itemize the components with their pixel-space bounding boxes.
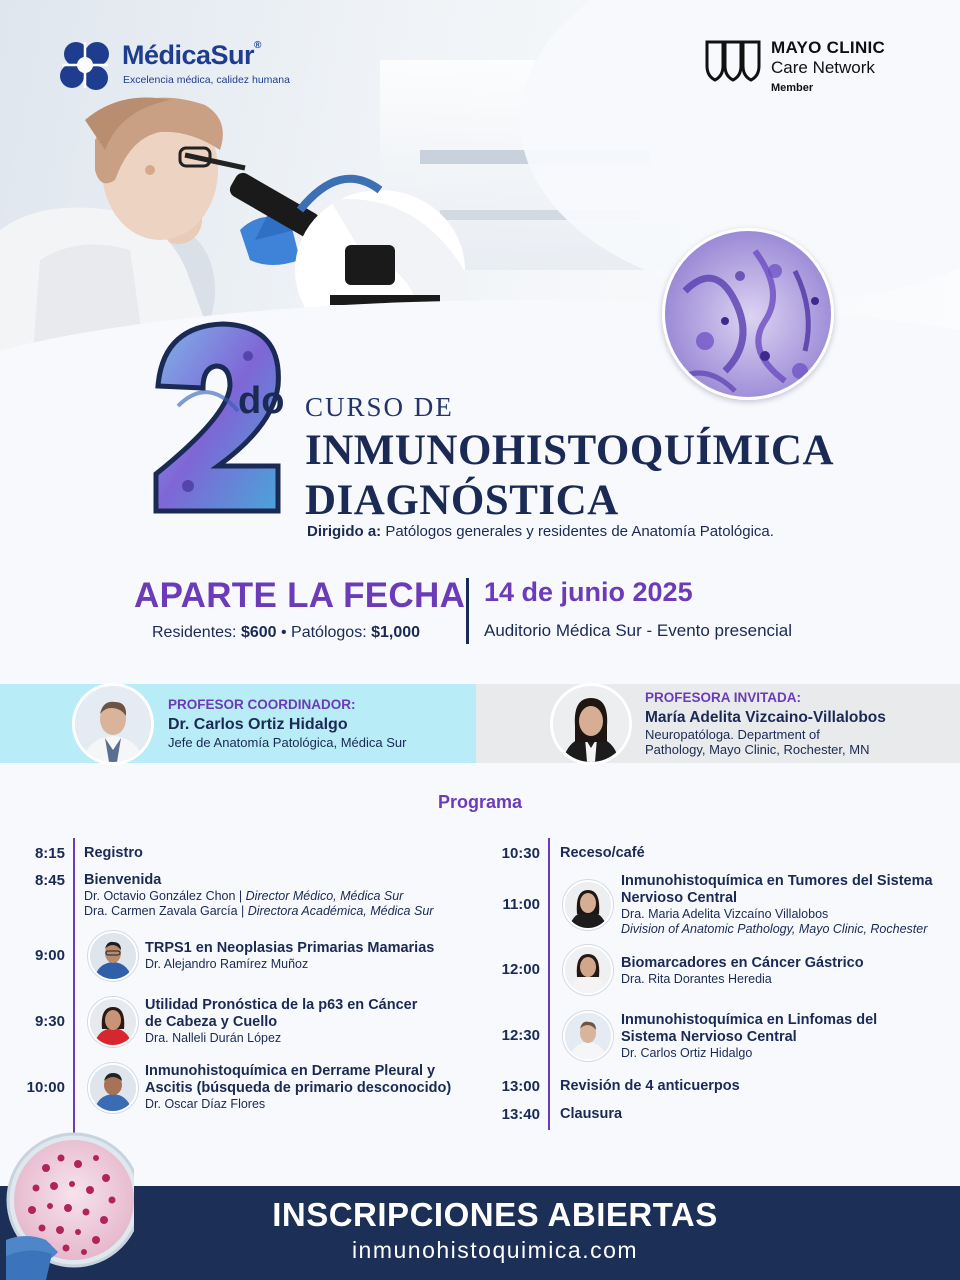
schedule-time: 9:00 <box>34 947 65 964</box>
guest-avatar <box>550 683 632 765</box>
schedule-time: 11:00 <box>502 896 540 913</box>
registration-heading: INSCRIPCIONES ABIERTAS <box>272 1196 718 1233</box>
schedule-item: Receso/café <box>560 845 645 861</box>
timeline-right <box>548 838 550 1130</box>
schedule-item: Inmunohistoquímica en Derrame Pleural y Ascitis (búsqueda de primario desconocido) Dr. Oscar Díaz Flores <box>145 1063 452 1111</box>
speaker-avatar <box>563 945 613 995</box>
schedule-item: Registro <box>84 845 143 861</box>
medicasur-logo <box>58 38 298 92</box>
schedule-time: 12:30 <box>501 1027 540 1044</box>
schedule-item: Utilidad Pronóstica de la p63 en Cáncer de Cabeza y Cuello Dra. Nalleli Durán López <box>145 997 418 1045</box>
course-prefix: CURSO DE <box>305 392 454 422</box>
schedule-item: Revisión de 4 anticuerpos <box>560 1078 740 1094</box>
guest-role: Neuropatóloga. Department of <box>645 727 820 742</box>
event-date: 14 de junio 2025 <box>484 577 693 607</box>
guest-name: María Adelita Vizcaino-Villalobos <box>645 709 886 726</box>
event-venue: Auditorio Médica Sur - Evento presencial <box>484 621 793 640</box>
course-title-line1: INMUNOHISTOQUÍMICA <box>305 427 835 474</box>
audience-text: Dirigido a: Patólogos generales y residentes de Anatomía Patológica. <box>307 523 774 540</box>
speaker-avatar <box>563 1011 613 1061</box>
schedule-item: Clausura <box>560 1106 623 1122</box>
coordinator-role: Jefe de Anatomía Patológica, Médica Sur <box>168 735 407 750</box>
schedule-item: TRPS1 en Neoplasias Primarias Mamarias Dr. Alejandro Ramírez Muñoz <box>145 940 435 971</box>
schedule-time: 10:30 <box>501 845 540 862</box>
schedule-time: 8:45 <box>34 872 65 889</box>
guest-affiliation: Pathology, Mayo Clinic, Rochester, MN <box>645 742 870 757</box>
edition-suffix: do <box>238 380 285 422</box>
coordinator-avatar <box>72 683 154 765</box>
mayo-shield-icon <box>705 40 761 82</box>
coordinator-name: Dr. Carlos Ortiz Hidalgo <box>168 716 348 733</box>
micrograph-image <box>665 231 834 400</box>
course-title-line2: DIAGNÓSTICA <box>305 477 619 524</box>
schedule-item: Inmunohistoquímica en Tumores del Sistema Nervioso Central Dra. Maria Adelita Vizcaíno Villalobos Division of Anatomic Pathology, Mayo Clinic, Rochester <box>621 873 933 936</box>
medicasur-tagline: Excelencia médica, calidez humana <box>123 74 290 86</box>
schedule-time: 10:00 <box>26 1079 65 1096</box>
speaker-avatar <box>88 1063 138 1113</box>
guest-label: PROFESORA INVITADA: <box>645 690 802 705</box>
schedule-item: Biomarcadores en Cáncer Gástrico Dra. Rita Dorantes Heredia <box>621 955 864 986</box>
schedule-time: 12:00 <box>501 961 540 978</box>
timeline-left <box>73 838 75 1160</box>
tissue-micrograph-circle <box>662 228 834 400</box>
price-list: Residentes: $600 • Patólogos: $1,000 <box>152 624 421 641</box>
divider <box>466 578 469 644</box>
medicasur-flower-icon <box>58 38 114 94</box>
program-title: Programa <box>437 792 523 812</box>
website-url[interactable]: inmunohistoquimica.com <box>351 1237 639 1263</box>
speaker-avatar <box>88 931 138 981</box>
hero-photo <box>0 0 960 440</box>
schedule-time: 13:40 <box>501 1106 540 1123</box>
mayo-clinic-logo: MAYO CLINIC Care Network Member <box>705 38 915 98</box>
speaker-avatar <box>563 880 613 930</box>
schedule-time: 13:00 <box>501 1078 540 1095</box>
medicasur-name: MédicaSur® <box>122 40 261 70</box>
schedule-time: 8:15 <box>34 845 65 862</box>
coordinator-label: PROFESOR COORDINADOR: <box>168 697 356 712</box>
speaker-avatar <box>88 997 138 1047</box>
schedule-item: Inmunohistoquímica en Linfomas del Sistema Nervioso Central Dr. Carlos Ortiz Hidalgo <box>621 1012 878 1060</box>
save-the-date-heading: APARTE LA FECHA <box>134 576 466 615</box>
schedule-item: Bienvenida Dr. Octavio González Chon | Director Médico, Médica Sur Dra. Carmen Zavala García | Directora Académica, Médica Sur <box>84 872 434 918</box>
schedule-time: 9:30 <box>34 1013 65 1030</box>
